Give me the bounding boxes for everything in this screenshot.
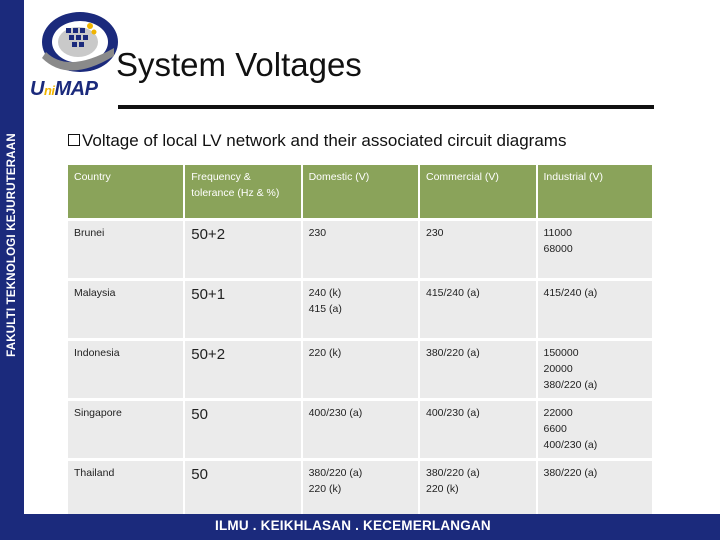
side-bar <box>0 0 24 540</box>
domestic-cell: 240 (k) 415 (a) <box>303 281 418 338</box>
bullet-text: Voltage of local LV network and their associated circuit diagrams <box>82 131 567 150</box>
industrial-cell: 11000 68000 <box>538 221 653 278</box>
country-cell: Malaysia <box>68 281 183 338</box>
table-row <box>68 281 652 338</box>
header-cell: Frequency & tolerance (Hz & %) <box>185 165 300 218</box>
country-cell: Thailand <box>68 461 183 518</box>
header-cell: Commercial (V) <box>420 165 536 218</box>
checkbox-bullet-icon <box>68 134 80 146</box>
frequency-cell: 50 <box>185 401 300 458</box>
industrial-cell: 22000 6600 400/230 (a) <box>538 401 653 458</box>
frequency-cell: 50+1 <box>185 281 300 338</box>
country-cell: Indonesia <box>68 341 183 398</box>
title-divider <box>118 105 654 109</box>
commercial-cell: 400/230 (a) <box>420 401 536 458</box>
industrial-cell: 415/240 (a) <box>538 281 653 338</box>
industrial-cell: 150000 20000 380/220 (a) <box>538 341 653 398</box>
footer-tagline: ILMU . KEIKHLASAN . KECEMERLANGAN <box>215 518 491 533</box>
frequency-cell: 50+2 <box>185 341 300 398</box>
table-header-row <box>68 165 652 218</box>
header-cell: Industrial (V) <box>538 165 653 218</box>
faculty-label: FAKULTI TEKNOLOGI KEJURUTERAAN <box>6 133 18 357</box>
domestic-cell: 230 <box>303 221 418 278</box>
domestic-cell: 380/220 (a) 220 (k) <box>303 461 418 518</box>
commercial-cell: 380/220 (a) 220 (k) <box>420 461 536 518</box>
unimap-wordmark: UniMAP <box>30 78 98 100</box>
table-row <box>68 401 652 458</box>
frequency-cell: 50 <box>185 461 300 518</box>
table-row <box>68 461 652 518</box>
frequency-cell: 50+2 <box>185 221 300 278</box>
commercial-cell: 230 <box>420 221 536 278</box>
table-row <box>68 221 652 278</box>
header-cell: Domestic (V) <box>303 165 418 218</box>
country-cell: Brunei <box>68 221 183 278</box>
page-title: System Voltages <box>116 46 362 83</box>
table-row <box>68 341 652 398</box>
industrial-cell: 380/220 (a) <box>538 461 653 518</box>
commercial-cell: 380/220 (a) <box>420 341 536 398</box>
bullet-point <box>68 131 566 151</box>
commercial-cell: 415/240 (a) <box>420 281 536 338</box>
country-cell: Singapore <box>68 401 183 458</box>
domestic-cell: 400/230 (a) <box>303 401 418 458</box>
domestic-cell: 220 (k) <box>303 341 418 398</box>
voltage-table <box>66 162 654 521</box>
header-cell: Country <box>68 165 183 218</box>
